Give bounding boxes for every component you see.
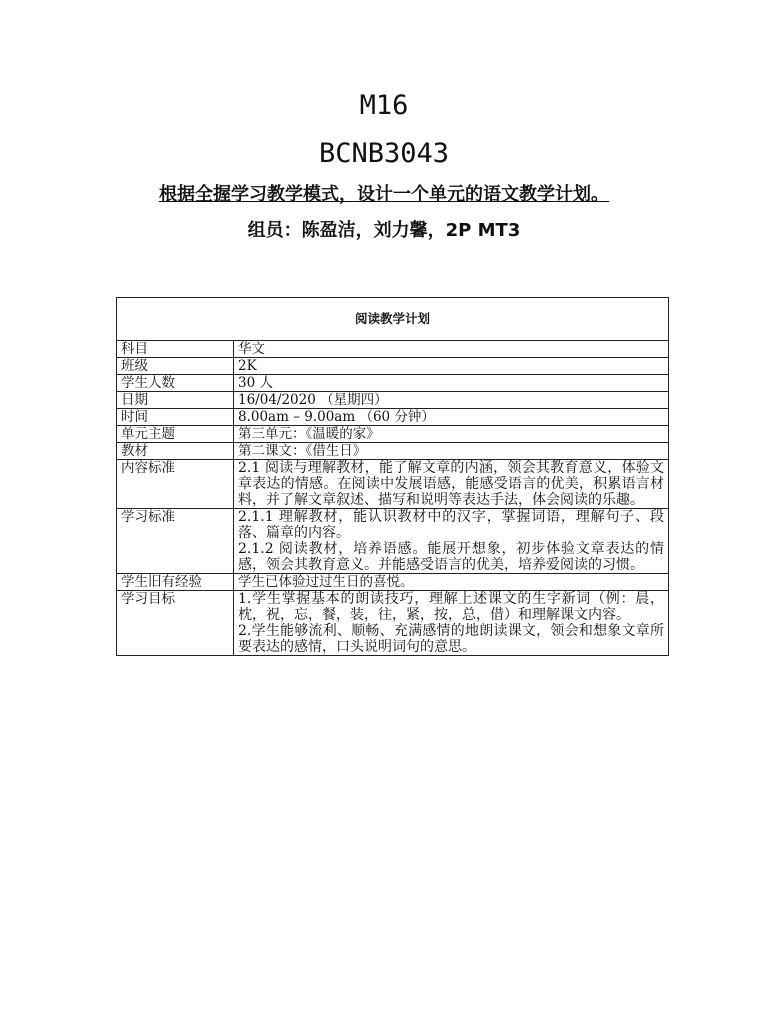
learning-standard-text <box>234 509 669 574</box>
group-members: 组员：陈盈洁，刘力馨，2P MT3 <box>247 220 521 241</box>
row-label: 学习目标 <box>117 591 234 656</box>
row-label: 教材 <box>117 443 234 460</box>
table-row <box>117 409 669 426</box>
lesson-plan-table <box>116 297 669 656</box>
learning-standard-row <box>117 509 669 574</box>
paragraph: 2.1.2 阅读教材，培养语感。能展开想象，初步体验文章表达的情感，领会其教育意义。并能感受语言的优美，培养爱阅读的习惯。 <box>238 541 664 573</box>
row-value: 华文 <box>234 341 669 358</box>
row-value: 16/04/2020 （星期四） <box>234 392 669 409</box>
row-label: 时间 <box>117 409 234 426</box>
row-label: 班级 <box>117 358 234 375</box>
row-label: 单元主题 <box>117 426 234 443</box>
row-label: 内容标准 <box>117 460 234 509</box>
row-label: 学习标准 <box>117 509 234 574</box>
table-row <box>117 341 669 358</box>
content-standard-row <box>117 460 669 509</box>
row-label: 日期 <box>117 392 234 409</box>
objectives-text <box>234 591 669 656</box>
table-row <box>117 443 669 460</box>
paragraph: 2.1.1 理解教材，能认识教材中的汉字，掌握词语，理解句子、段落、篇章的内容。 <box>238 509 664 541</box>
table-title: 阅读教学计划 <box>117 298 669 341</box>
table-row <box>117 426 669 443</box>
row-value: 30 人 <box>234 375 669 392</box>
document-subtitle <box>0 180 768 206</box>
content-standard-text <box>234 460 669 509</box>
subtitle-text: 根据全握学习教学模式，设计一个单元的语文教学计划。 <box>159 184 609 205</box>
course-code: BCNB3043 <box>318 138 450 169</box>
table-title-row <box>117 298 669 341</box>
course-module-code: M16 <box>359 90 409 121</box>
table-row <box>117 375 669 392</box>
row-value: 2K <box>234 358 669 375</box>
objectives-row <box>117 591 669 656</box>
paragraph: 2.学生能够流利、顺畅、充满感情的地朗读课文，领会和想象文章所要表达的感情，口头说明词句的意思。 <box>238 623 664 655</box>
row-label: 科目 <box>117 341 234 358</box>
table-row <box>117 358 669 375</box>
paragraph: 1.学生掌握基本的朗读技巧，理解上述课文的生字新词（例：晨，枕，祝，忘，餐，装，往，紧，按，总，借）和理解课文内容。 <box>238 591 664 623</box>
row-value: 第三单元：《温暖的家》 <box>234 426 669 443</box>
row-label: 学生旧有经验 <box>117 574 234 591</box>
row-value: 8.00am – 9.00am （60 分钟） <box>234 409 669 426</box>
row-value: 学生已体验过过生日的喜悦。 <box>234 574 669 591</box>
row-label: 学生人数 <box>117 375 234 392</box>
prior-experience-row <box>117 574 669 591</box>
table-row <box>117 392 669 409</box>
row-value: 第二课文：《借生日》 <box>234 443 669 460</box>
paragraph: 2.1 阅读与理解教材，能了解文章的内涵，领会其教育意义，体验文章表达的情感。在阅读中发展语感，能感受语言的优美，积累语言材料，并了解文章叙述、描写和说明等表达手法，体会阅读的乐趣。 <box>238 460 664 508</box>
